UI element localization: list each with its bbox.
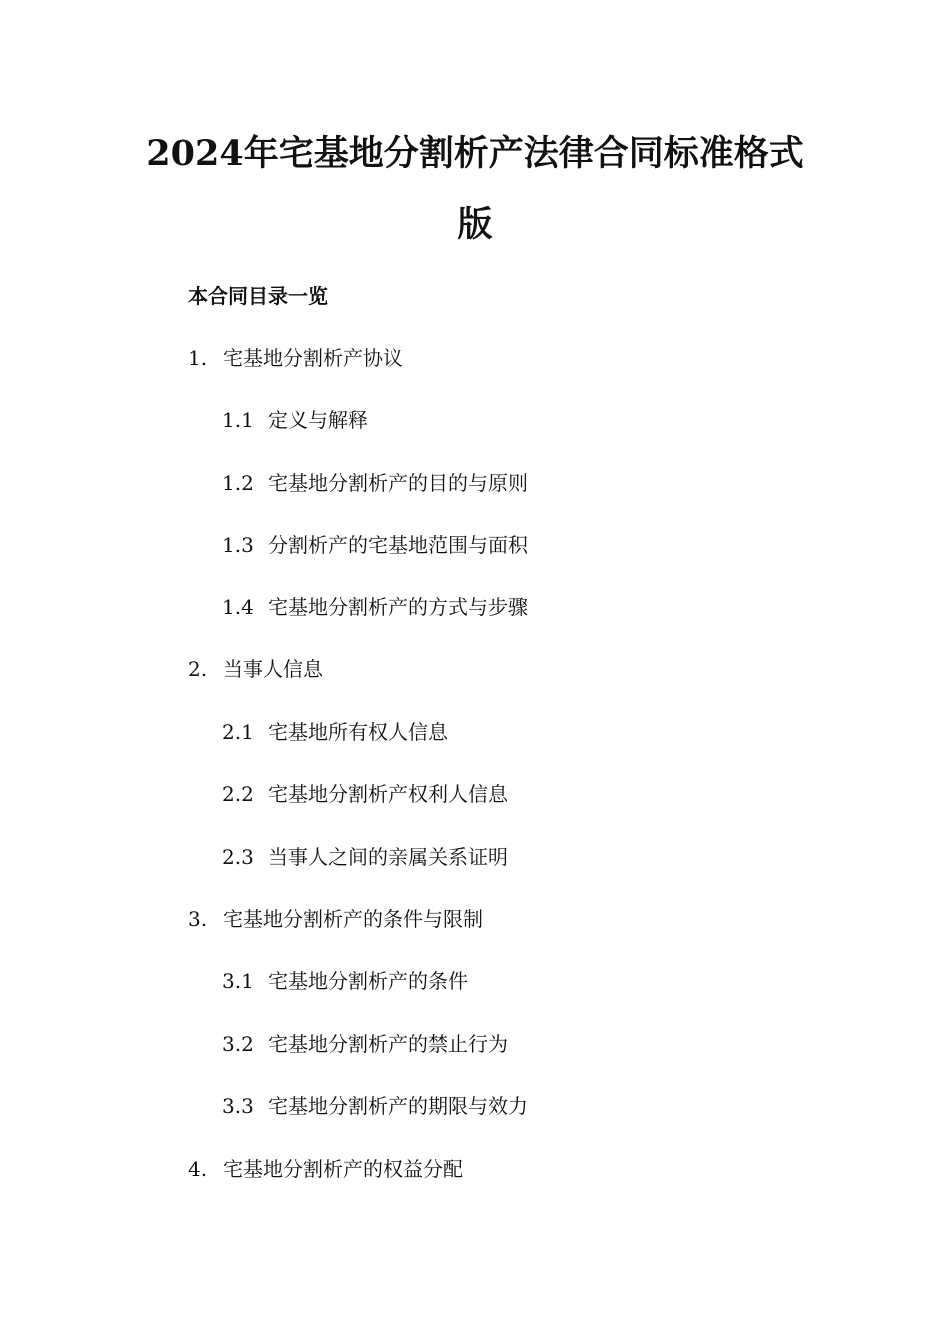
toc-item-number: 3. <box>188 907 208 931</box>
toc-item-number: 1.2 <box>222 471 254 495</box>
toc-heading: 本合同目录一览 <box>188 284 328 308</box>
toc-item-text: 宅基地分割析产的目的与原则 <box>268 471 528 495</box>
toc-item-text: 当事人信息 <box>223 657 323 681</box>
toc-item-number: 3.3 <box>222 1094 254 1118</box>
toc-item-text: 宅基地分割析产的条件 <box>268 969 468 993</box>
toc-item-text: 宅基地分割析产协议 <box>223 346 403 370</box>
toc-item-number: 1. <box>188 346 208 370</box>
toc-item <box>222 469 528 497</box>
toc-item-text: 宅基地所有权人信息 <box>268 720 448 744</box>
toc-item <box>188 905 483 933</box>
document-title-line-1: 2024年宅基地分割析产法律合同标准格式 <box>146 133 804 174</box>
toc-item-number: 1.3 <box>222 533 254 557</box>
toc-item <box>188 344 403 372</box>
toc-item-number: 3.1 <box>222 969 254 993</box>
toc-item <box>222 718 448 746</box>
toc-item-text: 宅基地分割析产的方式与步骤 <box>268 595 528 619</box>
toc-item-number: 2. <box>188 657 208 681</box>
toc-item <box>222 593 528 621</box>
toc-item-text: 宅基地分割析产的条件与限制 <box>223 907 483 931</box>
toc-item <box>222 531 528 559</box>
toc-item-text: 宅基地分割析产的权益分配 <box>223 1157 463 1181</box>
toc-item-text: 宅基地分割析产的禁止行为 <box>268 1032 508 1056</box>
toc-item-number: 1.4 <box>222 595 254 619</box>
toc-item <box>222 843 508 871</box>
toc-item <box>222 780 508 808</box>
toc-item-number: 2.2 <box>222 782 254 806</box>
toc-item-number: 4. <box>188 1157 208 1181</box>
toc-item-number: 2.1 <box>222 720 254 744</box>
toc-item <box>188 655 323 683</box>
document-title-line-2: 版 <box>457 204 493 245</box>
toc-item <box>222 406 368 434</box>
toc-item-number: 1.1 <box>222 408 254 432</box>
toc-item-text: 宅基地分割析产的期限与效力 <box>268 1094 528 1118</box>
toc-item-text: 分割析产的宅基地范围与面积 <box>268 533 528 557</box>
toc-item <box>222 967 468 995</box>
toc-item-number: 2.3 <box>222 845 254 869</box>
toc-item-text: 定义与解释 <box>268 408 368 432</box>
toc-item-text: 当事人之间的亲属关系证明 <box>268 845 508 869</box>
toc-item <box>222 1092 528 1120</box>
toc-item-text: 宅基地分割析产权利人信息 <box>268 782 508 806</box>
toc-item-number: 3.2 <box>222 1032 254 1056</box>
toc-item <box>188 1155 463 1183</box>
toc-item <box>222 1030 508 1058</box>
